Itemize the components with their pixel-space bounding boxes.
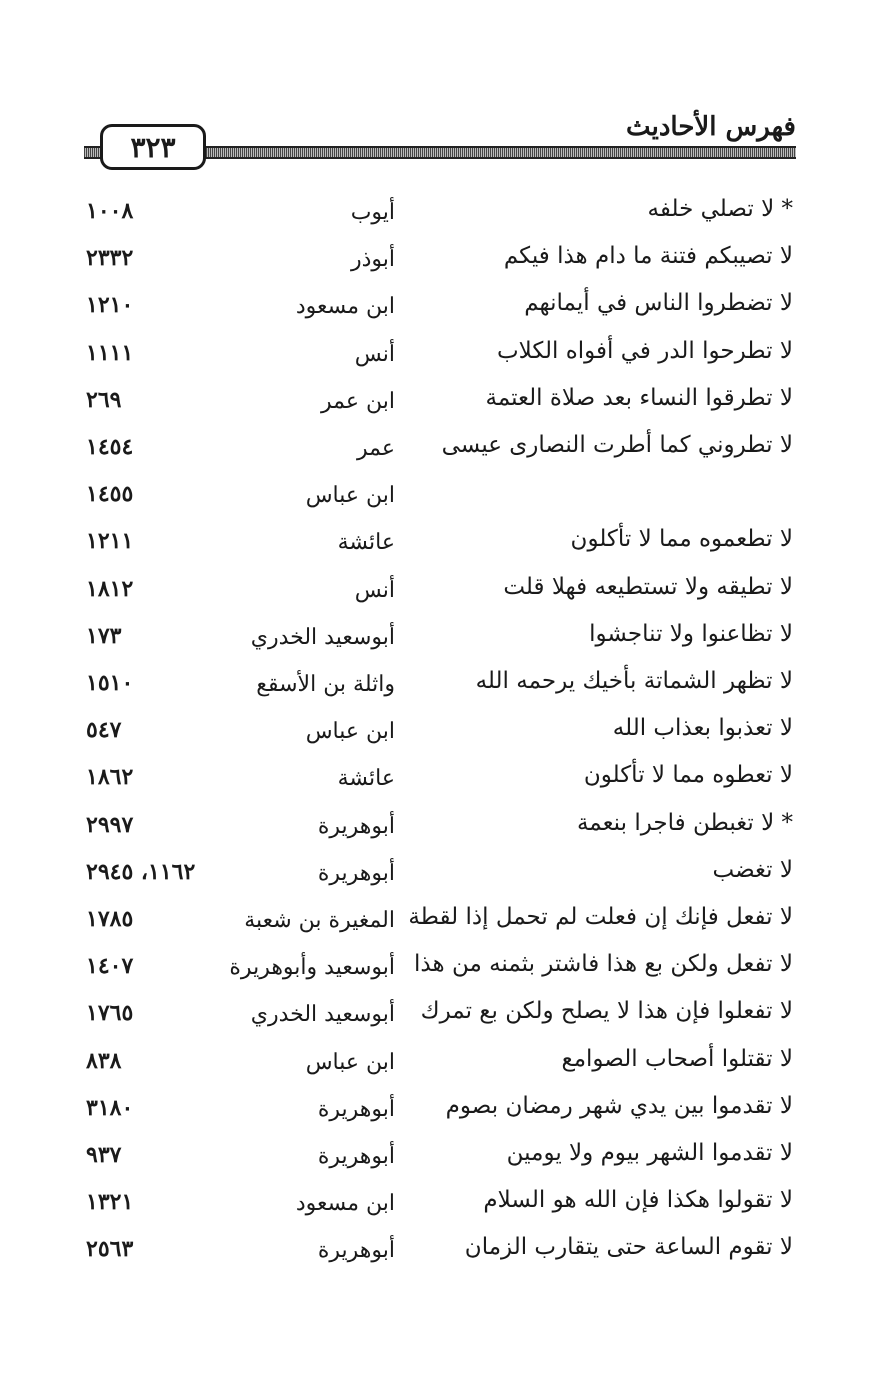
index-row — [0, 1228, 873, 1276]
hadith-text: لا تطرقوا النساء بعد صلاة العتمة — [485, 384, 793, 411]
narrator: أيوب — [350, 200, 395, 225]
hadith-number: ٢٩٩٧ — [86, 811, 134, 838]
hadith-text: لا تطيقه ولا تستطيعه فهلا قلت — [503, 573, 793, 600]
hadith-text: لا تقتلوا أصحاب الصوامع — [561, 1045, 793, 1072]
narrator: أبوسعيد وأبوهريرة — [229, 955, 395, 981]
page-number-box — [100, 124, 206, 170]
index-row — [0, 898, 873, 946]
narrator: أبوهريرة — [317, 813, 395, 839]
hadith-number: ١٥١٠ — [86, 670, 134, 696]
hadith-number: ٣١٨٠ — [86, 1094, 134, 1121]
hadith-number: ١٧٣ — [86, 622, 122, 649]
narrator: أبوهريرة — [317, 1238, 395, 1264]
narrator: أبوهريرة — [317, 1096, 395, 1122]
narrator: ابن عباس — [305, 719, 395, 745]
hadith-number: ١١١١ — [86, 339, 134, 366]
narrator: أبوهريرة — [317, 860, 395, 886]
narrator: عائشة — [337, 766, 395, 792]
hadith-text: لا تغضب — [712, 856, 793, 883]
hadith-number: ١٧٨٥ — [86, 906, 134, 932]
hadith-number: ٢٦٩ — [86, 386, 122, 413]
narrator: ابن عباس — [305, 483, 395, 509]
hadith-text: لا تقوم الساعة حتى يتقارب الزمان — [464, 1234, 793, 1261]
hadith-number: ١٨١٢ — [86, 575, 134, 602]
index-row — [0, 1040, 873, 1088]
narrator: ابن مسعود — [295, 294, 395, 320]
narrator: أبوذر — [350, 247, 395, 273]
index-row — [0, 237, 873, 285]
hadith-text: لا تطروني كما أطرت النصارى عيسى — [441, 432, 793, 458]
index-row — [0, 615, 873, 663]
index-row — [0, 992, 873, 1040]
index-row — [0, 662, 873, 710]
hadith-text: لا تقولوا هكذا فإن الله هو السلام — [483, 1187, 793, 1214]
index-row — [0, 756, 873, 804]
hadith-number: ١٠٠٨ — [86, 198, 134, 224]
index-row — [0, 1134, 873, 1182]
hadith-number: ١٣٢١ — [86, 1189, 134, 1216]
hadith-text: لا تضطروا الناس في أيمانهم — [524, 290, 793, 317]
hadith-text: لا تفعلوا فإن هذا لا يصلح ولكن بع تمرك — [420, 998, 793, 1025]
hadith-number: ٥٤٧ — [86, 717, 122, 744]
hadith-number: ٢٣٣٢ — [86, 245, 134, 272]
hadith-text: لا تفعل فإنك إن فعلت لم تحمل إذا لقطة — [408, 904, 793, 930]
narrator: ابن مسعود — [295, 1191, 395, 1217]
hadith-text: لا تقدموا الشهر بيوم ولا يومين — [506, 1140, 793, 1166]
index-row — [0, 190, 873, 238]
index-row — [0, 520, 873, 568]
index-row — [0, 709, 873, 757]
hadith-number: ١٨٦٢ — [86, 764, 134, 791]
hadith-text: لا تقدموا بين يدي شهر رمضان بصوم — [445, 1092, 793, 1119]
narrator: أنس — [354, 341, 395, 367]
hadith-number: ١٢١١ — [86, 528, 134, 555]
narrator: عائشة — [337, 530, 395, 556]
index-row — [0, 426, 873, 474]
hadith-text: لا تطعموه مما لا تأكلون — [570, 526, 793, 553]
hadith-text: لا تظهر الشماتة بأخيك يرحمه الله — [475, 668, 793, 694]
hadith-number: ١٧٦٥ — [86, 1000, 134, 1027]
index-row — [0, 804, 873, 852]
index-row — [0, 1181, 873, 1229]
hadith-text: لا تعطوه مما لا تأكلون — [583, 762, 793, 789]
narrator: أبوسعيد الخدري — [250, 1002, 395, 1028]
hadith-number: ٢٥٦٣ — [86, 1236, 134, 1263]
page-number: ٣٢٣ — [130, 130, 176, 164]
narrator: أنس — [354, 577, 395, 603]
hadith-number: ٨٣٨ — [86, 1047, 122, 1074]
hadith-text: * لا تغبطن فاجرا بنعمة — [576, 809, 793, 836]
index-row — [0, 945, 873, 993]
hadith-number: ١٤٥٤ — [86, 434, 134, 460]
hadith-number: ١١٦٢، ٢٩٤٥ — [86, 858, 196, 885]
hadith-text: لا تظاعنوا ولا تناجشوا — [589, 620, 793, 647]
index-row — [0, 332, 873, 380]
hadith-text: لا تطرحوا الدر في أفواه الكلاب — [496, 337, 793, 364]
index-row — [0, 851, 873, 899]
hadith-number: ١٤٥٥ — [86, 481, 134, 508]
hadith-number: ١٢١٠ — [86, 292, 134, 319]
index-row — [0, 284, 873, 332]
narrator: أبوسعيد الخدري — [250, 624, 395, 650]
hadith-text: لا تفعل ولكن بع هذا فاشتر بثمنه من هذا — [414, 951, 793, 978]
narrator: عمر — [357, 436, 395, 461]
hadith-text: لا تصيبكم فتنة ما دام هذا فيكم — [503, 243, 793, 270]
hadith-text: لا تعذبوا بعذاب الله — [612, 715, 793, 742]
page-header — [84, 110, 796, 170]
narrator: المغيرة بن شعبة — [244, 908, 395, 933]
index-row — [0, 568, 873, 616]
hadith-number: ٩٣٧ — [86, 1142, 122, 1168]
running-title: فهرس الأحاديث — [626, 112, 796, 142]
narrator: أبوهريرة — [317, 1144, 395, 1169]
hadith-text: * لا تصلي خلفه — [647, 196, 793, 222]
narrator: واثلة بن الأسقع — [256, 672, 395, 697]
index-row — [0, 1087, 873, 1135]
narrator: ابن عباس — [305, 1049, 395, 1075]
narrator: ابن عمر — [321, 388, 395, 414]
index-row — [0, 379, 873, 427]
hadith-number: ١٤٠٧ — [86, 953, 134, 980]
index-row — [0, 473, 873, 521]
